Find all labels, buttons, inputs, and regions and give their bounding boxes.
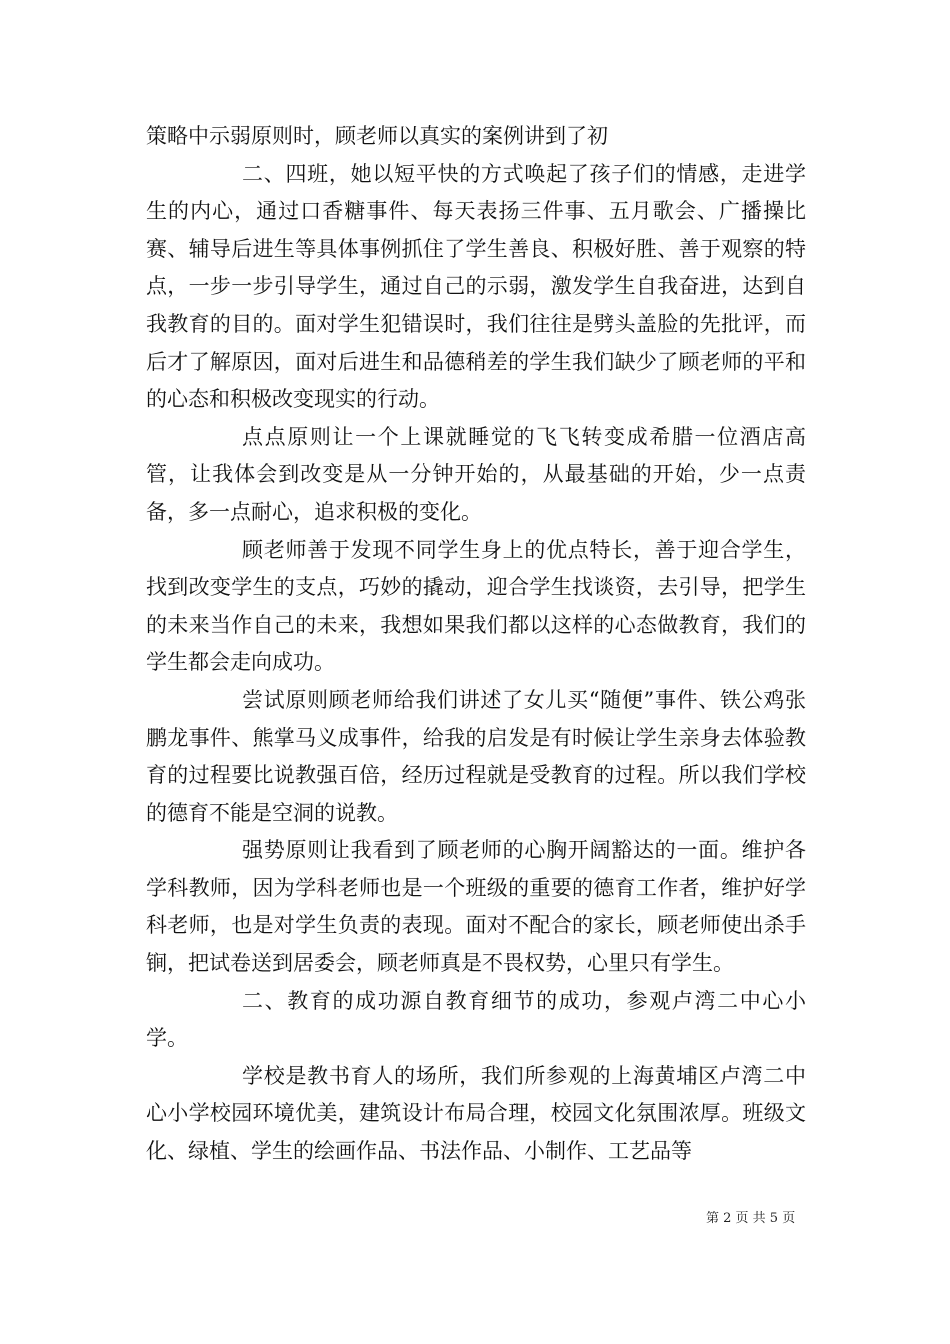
body-text [146, 118, 806, 1171]
paragraph-school-visit: 学校是教书育人的场所，我们所参观的上海黄埔区卢湾二中心小学校园环境优美，建筑设计布局合理，校园文化氛围浓厚。班级文化、绿植、学生的绘画作品、书法作品、小制作、工艺品等 [146, 1063, 806, 1164]
paragraph-section-heading: 二、教育的成功源自教育细节的成功，参观卢湾二中心小学。 [146, 988, 806, 1051]
paragraph-try-principle: 尝试原则顾老师给我们讲述了女儿买“随便”事件、铁公鸡张鹏龙事件、熊掌马义成事件，给我的启发是有时候让学生亲身去体验教育的过程要比说教强百倍，经历过程就是受教育的过程。所以我们学校的德育不能是空洞的说教。 [146, 687, 806, 825]
paragraph-continuation: 策略中示弱原则时，顾老师以真实的案例讲到了初 [146, 124, 608, 148]
paragraph-point-principle: 点点原则让一个上课就睡觉的飞飞转变成希腊一位酒店高管，让我体会到改变是从一分钟开始的，从最基础的开始，少一点责备，多一点耐心，追求积极的变化。 [146, 424, 806, 524]
paragraph-strong-principle: 强势原则让我看到了顾老师的心胸开阔豁达的一面。维护各学科教师，因为学科老师也是一个班级的重要的德育工作者，维护好学科老师，也是对学生负责的表现。面对不配合的家长，顾老师使出杀手锏，把试卷送到居委会，顾老师真是不畏权势，心里只有学生。 [146, 838, 806, 976]
page-number-footer: 第 2 页 共 5 页 [706, 1211, 796, 1226]
paragraph-class-case: 二、四班，她以短平快的方式唤起了孩子们的情感，走进学生的内心，通过口香糖事件、每天表扬三件事、五月歌会、广播操比赛、辅导后进生等具体事例抓住了学生善良、积极好胜、善于观察的特点，一步一步引导学生，通过自己的示弱，激发学生自我奋进，达到自我教育的目的。面对学生犯错误时，我们往往是劈头盖脸的先批评，而后才了解原因，面对后进生和品德稍差的学生我们缺少了顾老师的平和的心态和积极改变现实的行动。 [146, 161, 806, 412]
paragraph-strengths: 顾老师善于发现不同学生身上的优点特长，善于迎合学生，找到改变学生的支点，巧妙的撬动，迎合学生找谈资，去引导，把学生的未来当作自己的未来，我想如果我们都以这样的心态做教育，我们的学生都会走向成功。 [146, 537, 806, 675]
